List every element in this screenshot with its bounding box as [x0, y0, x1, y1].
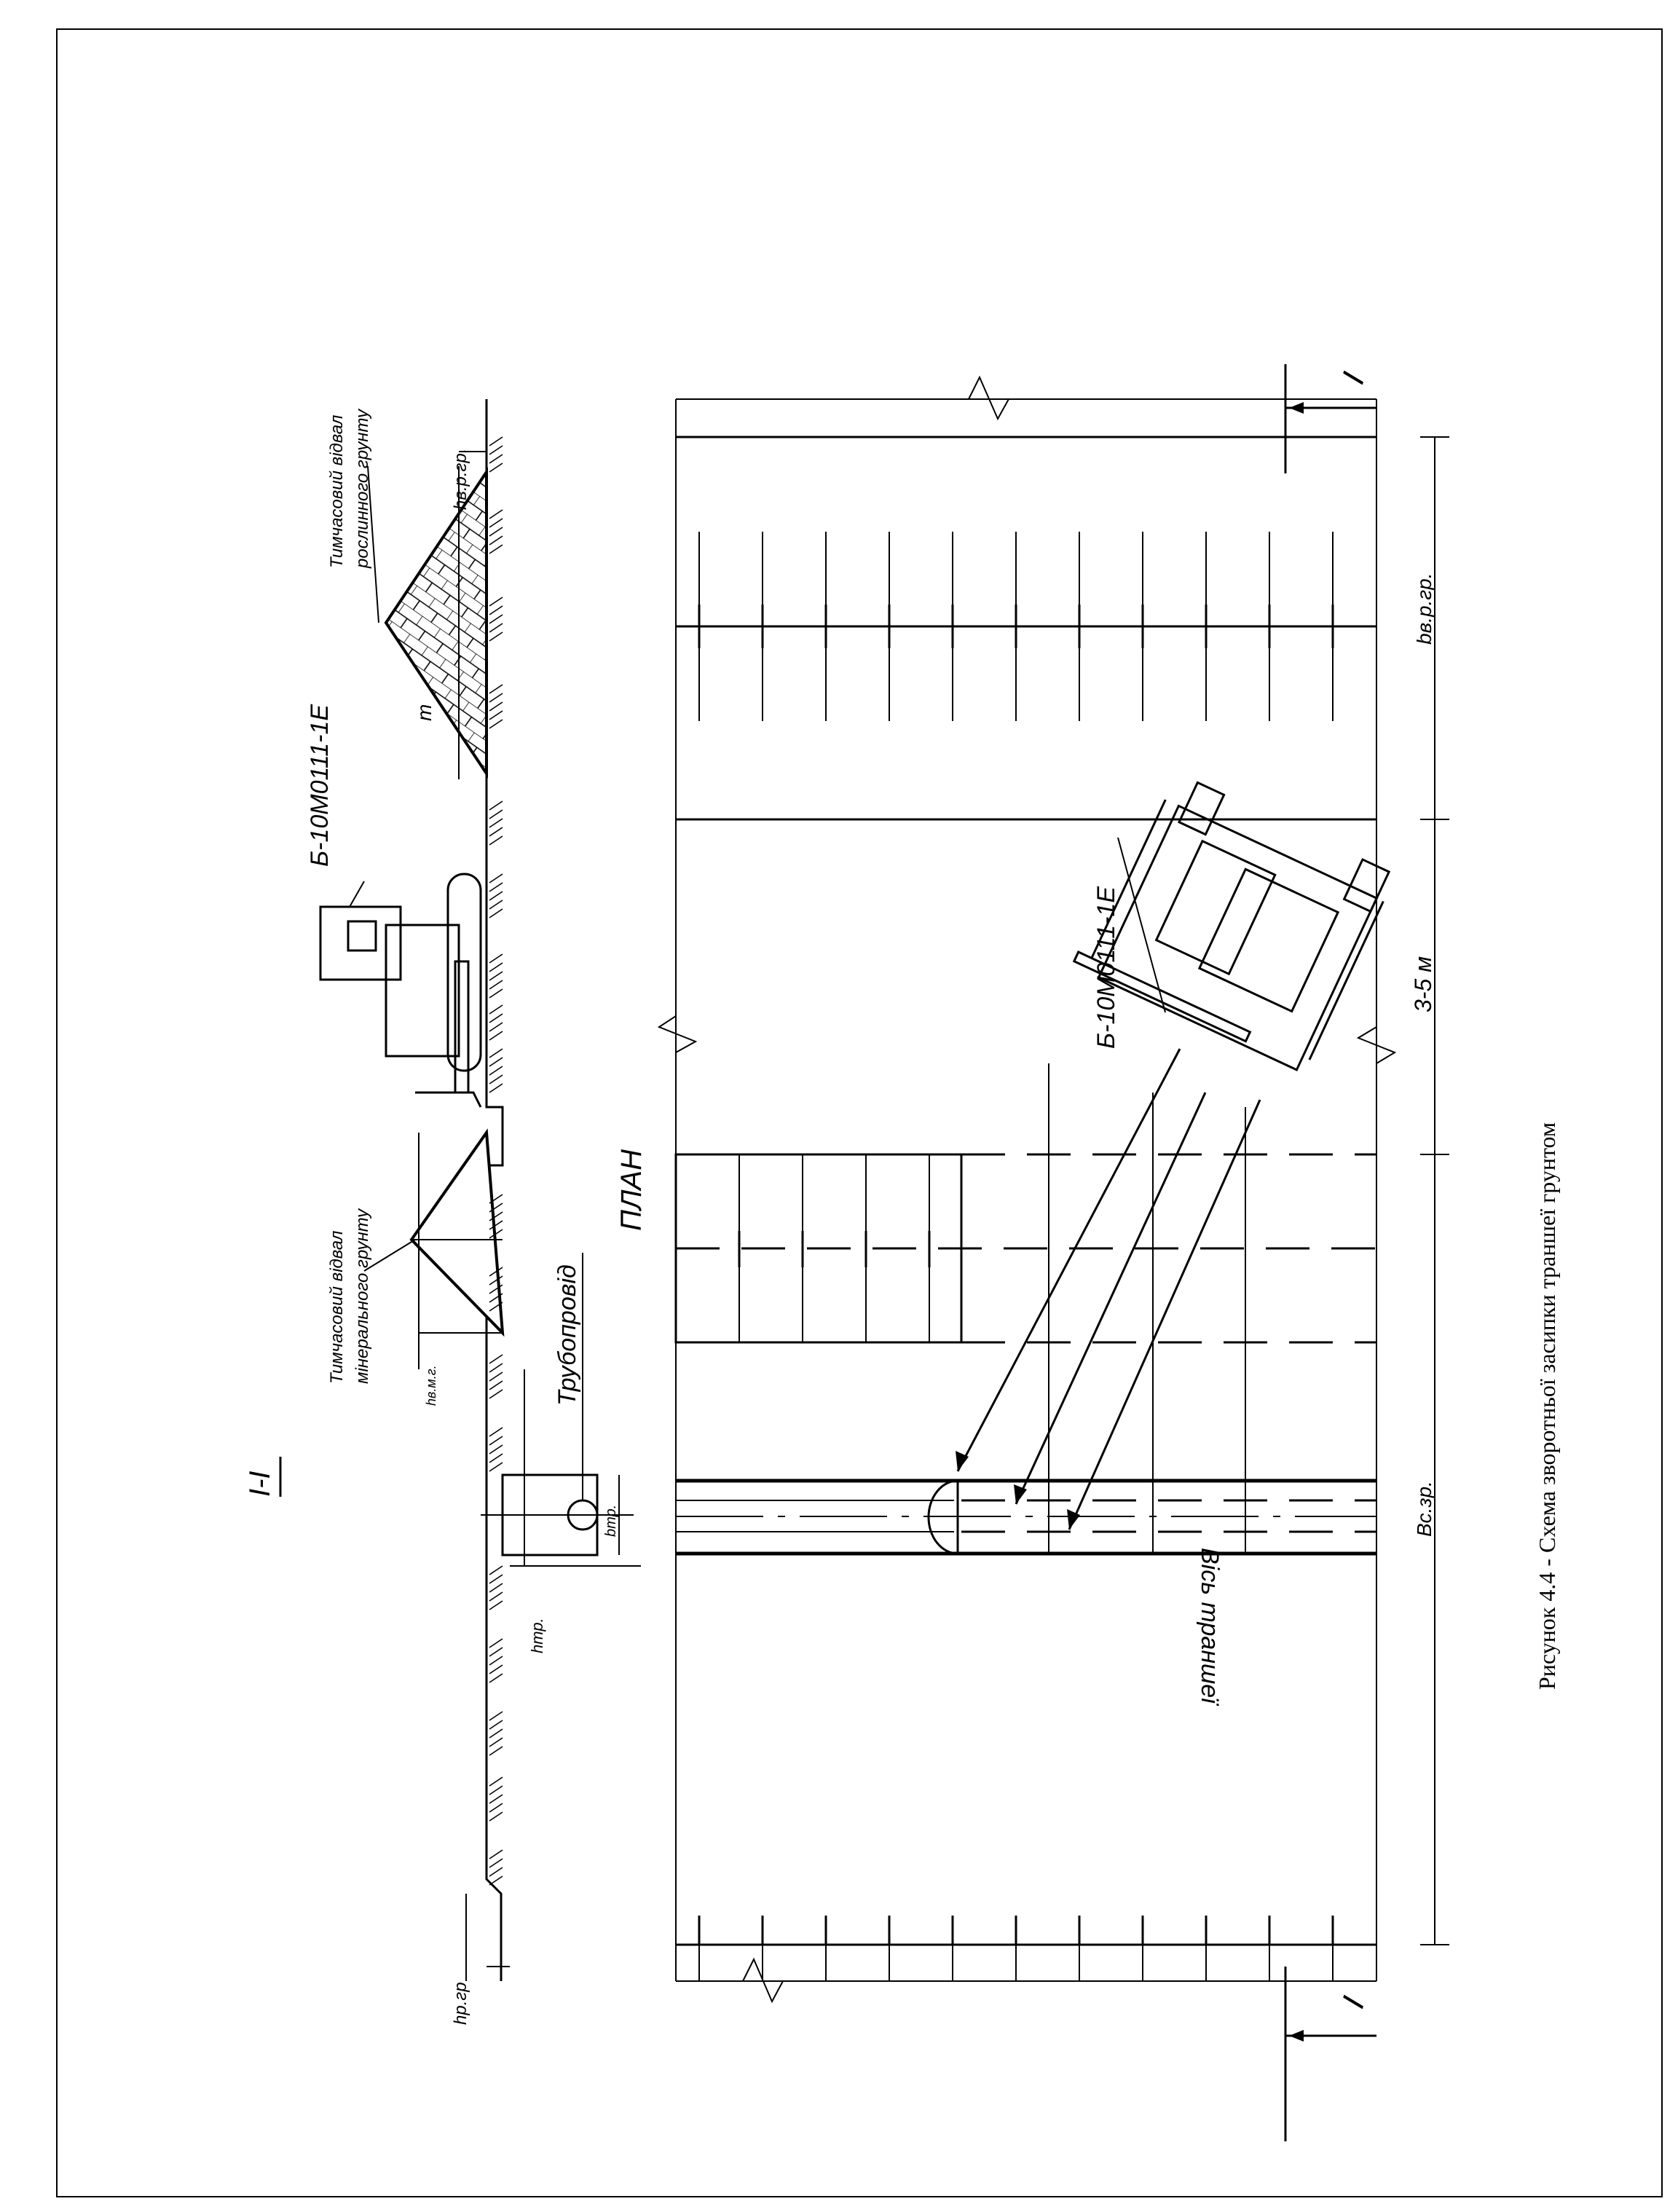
drawing-stroke [489, 1601, 503, 1610]
drawing-stroke [489, 810, 503, 819]
drawing-stroke [489, 980, 503, 989]
drawing-stroke [489, 615, 503, 623]
mineral-spoil [411, 1133, 503, 1333]
drawing-stroke [489, 963, 503, 972]
dim-hrgr-label: hр.гр [451, 1982, 470, 2025]
drawing-stroke [489, 1876, 503, 1885]
dim-hvrg-label: hв.р.гр. [451, 448, 470, 510]
drawing-stroke [489, 954, 503, 963]
drawing-stroke [489, 989, 503, 998]
drawing-stroke [489, 1850, 503, 1859]
drawing-stroke [489, 1428, 503, 1436]
plan-bulldozer [1072, 767, 1395, 1073]
topsoil-spoil [386, 472, 487, 774]
drawing-stroke [489, 1720, 503, 1729]
drawing-stroke [489, 836, 503, 845]
drawing-stroke [489, 693, 503, 702]
drawing-stroke [489, 545, 503, 554]
dim-bczr-label: Bс.зр. [1413, 1481, 1435, 1537]
drawing-stroke [489, 819, 503, 827]
bottom-strip [699, 1916, 1333, 1981]
drawing-stroke [489, 1795, 503, 1803]
drawing-stroke [489, 909, 503, 918]
drawing-stroke [489, 1712, 503, 1720]
drawing-stroke [489, 1075, 503, 1084]
drawing-stroke [489, 527, 503, 536]
drawing-stroke [489, 972, 503, 980]
drawing-stroke [489, 623, 503, 632]
drawing-stroke [489, 1812, 503, 1821]
ground-hatch [489, 437, 503, 1885]
drawing-stroke [489, 1665, 503, 1674]
plan-title: ПЛАН [615, 1149, 647, 1231]
drawing-stroke [489, 1023, 503, 1031]
drawing-stroke [489, 1390, 503, 1398]
drawing-stroke [489, 1575, 503, 1583]
drawing-stroke [489, 702, 503, 711]
section-mark: І-І [244, 1471, 276, 1497]
mineral-spoil-label-2: мінерального грунту [352, 1208, 372, 1384]
drawing-stroke [489, 1381, 503, 1390]
dim-btr-label: bтр. [603, 1504, 619, 1537]
topsoil-spoil-label-2: рослинного грунту [352, 409, 372, 568]
drawing-stroke [489, 1363, 503, 1372]
drawing-stroke [489, 874, 503, 883]
mineral-spoil-label-1: Тимчасовий відвал [327, 1230, 347, 1384]
drawing-stroke [489, 1445, 503, 1454]
drawing-stroke [489, 1436, 503, 1445]
cut-label-top: І [1335, 368, 1372, 389]
drawing-stroke [489, 1674, 503, 1682]
slope-label: m [413, 704, 436, 721]
cross-section [320, 399, 641, 1981]
bulldozer-path-arrows [956, 1049, 1260, 1554]
cut-label-bottom: І [1335, 1992, 1372, 2013]
drawing-stroke [489, 454, 503, 463]
figure-caption: Рисунок 4.4 - Схема зворотньої засипки траншеї грунтом [1534, 1122, 1560, 1690]
drawing-stroke [489, 801, 503, 810]
drawing-stroke [489, 827, 503, 836]
plan-view [659, 364, 1449, 2141]
plan-machine-label: Б-10М0111-1Е [1092, 886, 1120, 1049]
drawing-stroke [489, 1583, 503, 1592]
drawing-stroke [489, 463, 503, 472]
drawing-stroke [489, 900, 503, 909]
drawing-stroke [489, 1592, 503, 1601]
drawing-stroke [489, 1463, 503, 1471]
drawing-stroke [489, 1014, 503, 1023]
drawing-stroke [489, 1729, 503, 1738]
drawing-stroke [489, 720, 503, 728]
drawing-stroke [489, 1786, 503, 1795]
dim-htr-label: hтр. [528, 1618, 546, 1653]
drawing-stroke [489, 1566, 503, 1575]
section-machine-label: Б-10М0111-1Е [306, 704, 334, 867]
drawing-stroke [489, 711, 503, 720]
drawing-stroke [489, 536, 503, 545]
drawing-stroke [489, 883, 503, 892]
drawing-stroke [489, 597, 503, 606]
drawing-stroke [489, 519, 503, 527]
drawing-stroke [489, 446, 503, 454]
sheet-frame [57, 29, 1662, 2197]
drawing-stroke [489, 1648, 503, 1656]
drawing-stroke [489, 1803, 503, 1812]
drawing-stroke [489, 892, 503, 900]
drawing-stroke [489, 1058, 503, 1066]
dim-gap-label: 3-5 м [1410, 956, 1436, 1012]
section-bulldozer [320, 874, 481, 1107]
drawing-stroke [489, 1639, 503, 1648]
drawing-stroke [489, 1005, 503, 1014]
drawing-stroke [489, 437, 503, 446]
drawing-stroke [489, 1066, 503, 1075]
break-left [659, 1016, 696, 1052]
drawing-stroke [489, 1738, 503, 1747]
dim-hvmg-label: hв.м.г. [424, 1365, 438, 1406]
drawing-stroke [489, 1049, 503, 1058]
drawing-stroke [489, 1867, 503, 1876]
drawing-stroke [489, 685, 503, 693]
dim-bvrgr-label: bв.р.гр. [1413, 572, 1435, 645]
drawing-stroke [489, 1747, 503, 1755]
drawing-stroke [489, 1454, 503, 1463]
drawing-stroke [489, 1372, 503, 1381]
drawing-stroke [489, 1355, 503, 1363]
drawing-stroke [489, 1777, 503, 1786]
break-top [969, 377, 1009, 419]
pipeline-label: Трубопровід [554, 1264, 581, 1406]
trench-axis-label: Вісь траншеї [1196, 1548, 1224, 1704]
drawing-stroke [489, 632, 503, 641]
drawing-stroke [489, 1084, 503, 1093]
drawing-stroke [489, 1656, 503, 1665]
topsoil-spoil-label-1: Тимчасовий відвал [327, 414, 347, 568]
drawing-stroke [489, 1031, 503, 1040]
drawing-stroke [489, 510, 503, 519]
drawing-stroke [489, 606, 503, 615]
drawing-stroke [489, 1859, 503, 1867]
